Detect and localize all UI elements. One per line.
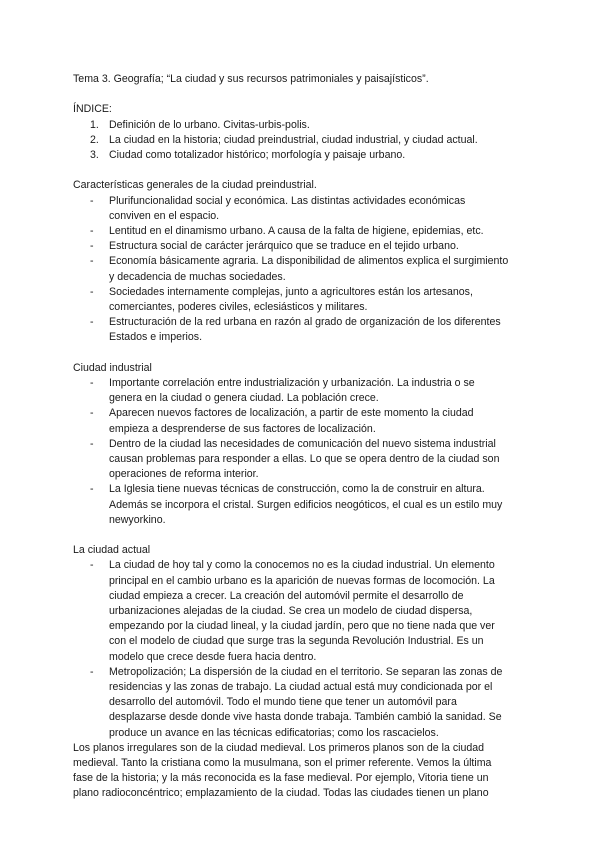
dash-bullet: - xyxy=(90,194,94,207)
index-list xyxy=(73,118,533,164)
bullet-line: Dentro de la ciudad las necesidades de comunicación del nuevo sistema industrial xyxy=(109,437,496,450)
bullet-line: urbanizaciones alejadas de la ciudad. Se crea un modelo de ciudad dispersa, xyxy=(109,605,473,618)
dash-bullet: - xyxy=(90,483,94,496)
dash-bullet: - xyxy=(90,377,94,390)
bullet-line: La Iglesia tiene nuevas técnicas de construcción, como la de construir en altura. xyxy=(109,483,485,496)
bullet-item xyxy=(73,406,533,436)
bullet-line: Estados e imperios. xyxy=(109,331,203,344)
paragraph-line: medieval. Tanto la cristiana como la musulmana, son el primer referente. Vemos la última xyxy=(73,757,492,770)
bullet-item xyxy=(73,665,533,741)
bullet-line: operaciones de reforma interior. xyxy=(109,468,259,481)
index-item xyxy=(73,133,533,148)
bullet-line: empieza a desprenderse de sus factores de localización. xyxy=(109,422,376,435)
dash-bullet: - xyxy=(90,255,94,268)
bullet-line: Además se incorpora el cristal. Surgen edificios neogóticos, el cual es un estilo muy xyxy=(109,498,503,511)
bullet-item xyxy=(73,437,533,483)
index-item-number: 3. xyxy=(90,149,99,161)
bullet-line: principal en el cambio urbano es la aparición de nuevas formas de locomoción. La xyxy=(109,574,495,587)
bullet-line: empezando por la ciudad lineal, y la ciudad jardín, pero que no tiene nada que ver xyxy=(109,620,495,633)
dash-bullet: - xyxy=(90,437,94,450)
actual-heading: La ciudad actual xyxy=(73,544,151,557)
preindustrial-list xyxy=(73,194,533,346)
bullet-line: Sociedades internamente complejas, junto a agricultores están los artesanos, xyxy=(109,285,473,298)
bullet-line: genera en la ciudad o genera ciudad. La población crece. xyxy=(109,392,379,405)
bullet-line: ciudad empieza a crecer. La creación del automóvil permite el desarrollo de xyxy=(109,589,464,602)
bullet-line: Importante correlación entre industrialización y urbanización. La industria o se xyxy=(109,377,475,390)
bullet-line: newyorkino. xyxy=(109,513,166,526)
dash-bullet: - xyxy=(90,559,94,572)
dash-bullet: - xyxy=(90,285,94,298)
bullet-line: residencias y las zonas de trabajo. La ciudad actual está muy condicionada por el xyxy=(109,681,493,694)
bullet-item xyxy=(73,194,533,224)
index-item-text: Definición de lo urbano. Civitas-urbis-polis. xyxy=(109,118,310,131)
document-title: Tema 3. Geografía; “La ciudad y sus recursos patrimoniales y paisajísticos”. xyxy=(73,73,429,85)
index-item-text: Ciudad como totalizador histórico; morfología y paisaje urbano. xyxy=(109,149,406,161)
bullet-line: Economía básicamente agraria. La disponibilidad de alimentos explica el surgimiento xyxy=(109,255,509,268)
preindustrial-heading: Características generales de la ciudad preindustrial. xyxy=(73,179,317,192)
bullet-line: desarrollo del automóvil. Todo el mundo tiene que tener un automóvil para xyxy=(109,696,457,709)
bullet-line: comerciantes, poderes civiles, eclesiásticos y militares. xyxy=(109,301,368,314)
index-item-text: La ciudad en la historia; ciudad preindustrial, ciudad industrial, y ciudad actual. xyxy=(109,133,478,146)
index-item xyxy=(73,148,533,163)
bullet-line: Aparecen nuevos factores de localización, a partir de este momento la ciudad xyxy=(109,407,474,420)
bullet-item xyxy=(73,482,533,528)
dash-bullet: - xyxy=(90,240,94,253)
document-page xyxy=(73,72,533,802)
index-item xyxy=(73,118,533,133)
bullet-line: Estructuración de la red urbana en razón al grado de organización de los diferentes xyxy=(109,316,501,329)
bullet-line: conviven en el espacio. xyxy=(109,209,220,222)
industrial-list xyxy=(73,376,533,528)
bullet-item xyxy=(73,285,533,315)
bullet-line: y decadencia de muchas sociedades. xyxy=(109,270,286,283)
industrial-heading: Ciudad industrial xyxy=(73,361,152,374)
paragraph-line: plano radioconcéntrico; emplazamiento de la ciudad. Todas las ciudades tienen un plano xyxy=(73,787,489,800)
actual-list xyxy=(73,558,533,740)
bullet-item xyxy=(73,376,533,406)
bullet-line: modelo que crece desde fuera hacia dentro. xyxy=(109,650,317,663)
bullet-item xyxy=(73,239,533,254)
dash-bullet: - xyxy=(90,225,94,237)
paragraph-line: Los planos irregulares son de la ciudad medieval. Los primeros planos son de la ciudad xyxy=(73,741,485,754)
bullet-line: Estructura social de carácter jerárquico que se traduce en el tejido urbano. xyxy=(109,240,459,253)
bullet-item xyxy=(73,558,533,664)
dash-bullet: - xyxy=(90,665,94,678)
bullet-line: produce un avance en las técnicas edificatorias; como los rascacielos. xyxy=(109,726,439,739)
index-item-number: 1. xyxy=(90,118,99,131)
paragraph-line: fase de la historia; y la más reconocida es la fase medieval. Por ejemplo, Vitoria tiene un xyxy=(73,772,489,785)
bullet-line: Plurifuncionalidad social y económica. Las distintas actividades económicas xyxy=(109,194,466,207)
closing-paragraph xyxy=(73,741,533,802)
bullet-item xyxy=(73,315,533,345)
bullet-line: con el modelo de ciudad que surge tras la segunda Revolución Industrial. Es un xyxy=(109,635,484,648)
dash-bullet: - xyxy=(90,316,94,329)
index-item-number: 2. xyxy=(90,133,99,146)
bullet-line: desplazarse desde donde vive hasta donde trabaja. También cambió la sanidad. Se xyxy=(109,711,502,724)
index-heading: ÍNDICE: xyxy=(73,103,112,116)
bullet-line: Metropolización; La dispersión de la ciudad en el territorio. Se separan las zonas de xyxy=(109,665,503,678)
dash-bullet: - xyxy=(90,407,94,420)
bullet-line: La ciudad de hoy tal y como la conocemos no es la ciudad industrial. Un elemento xyxy=(109,559,495,572)
bullet-item xyxy=(73,254,533,284)
bullet-line: causan problemas para responder a ellas. Lo que se opera dentro de la ciudad son xyxy=(109,453,500,466)
bullet-item xyxy=(73,224,533,239)
bullet-line: Lentitud en el dinamismo urbano. A causa de la falta de higiene, epidemias, etc. xyxy=(109,225,484,237)
